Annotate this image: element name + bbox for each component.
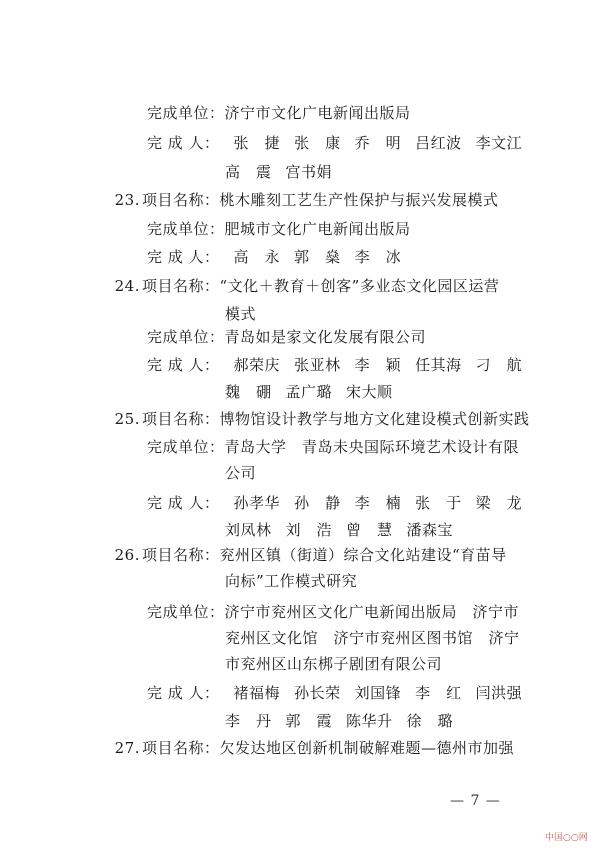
unit-text: 市兖州区山东梆子剧团有限公司 [225,655,443,673]
project-name: 兖州区镇（街道）综合文化站建设“育苗导 [219,546,507,564]
person: 孙长荣 [294,684,341,702]
project-name: 博物馆设计教学与地方文化建设模式创新实践 [219,410,530,428]
person: 孙孝华 [233,494,281,512]
person: 郭 燊 [294,248,341,266]
page-number: — 7 — [450,793,501,809]
project-name-line [110,545,507,565]
project-name: 模式 [225,305,257,323]
person: 乔 明 [354,134,402,152]
person: 刘凤林 [225,521,272,539]
person: 刘国锋 [354,684,402,702]
project-name-line [110,409,530,429]
people-label: 完 成 人： [147,134,220,152]
person: 李 冰 [354,248,402,266]
person: 闫洪强 [475,684,523,702]
person: 潘森宝 [406,521,454,539]
unit-line [147,219,411,239]
unit-text: 兖州区文化馆 济宁市兖州区图书馆 济宁 [225,629,520,647]
person: 曾 慧 [346,521,393,539]
person: 张 捷 [233,134,281,152]
unit-text: 公司 [225,464,257,482]
people-line [147,247,415,267]
people-line [225,382,407,402]
unit-continuation [225,463,256,483]
unit-label: 完成单位： [147,603,225,621]
people-label: 完 成 人： [147,356,220,374]
unit-text: 济宁市文化广电新闻出版局 [224,104,411,122]
name-label: 项目名称： [142,739,220,757]
person: 李 红 [415,684,462,702]
project-name: “文化＋教育＋创客”多业态文化园区运营 [219,277,500,295]
item-number: 26. [114,546,140,564]
unit-line [147,437,519,457]
person: 梁 龙 [475,494,523,512]
project-name-line [110,738,514,758]
people-line [147,133,536,153]
person: 刘 浩 [285,521,333,539]
person: 李文江 [475,134,523,152]
unit-label: 完成单位： [147,104,225,122]
person: 魏 硼 [225,383,272,401]
unit-continuation [225,628,520,648]
people-label: 完 成 人： [147,684,220,702]
person: 褚福梅 [233,684,281,702]
unit-line [147,103,411,123]
item-number: 24. [114,277,140,295]
project-name-continuation [225,571,357,591]
name-label: 项目名称： [142,277,220,295]
unit-label: 完成单位： [147,438,225,456]
person: 任其海 [415,356,462,374]
project-name-line [110,190,499,210]
people-line [225,711,467,731]
project-name: 桃木雕刻工艺生产性保护与振兴发展模式 [219,191,499,209]
people-line [147,355,536,375]
people-label: 完 成 人： [147,248,220,266]
person: 李 丹 [225,712,272,730]
person: 宋大顺 [346,383,393,401]
project-name-continuation [225,304,256,324]
person: 郝荣庆 [233,356,281,374]
people-line [147,493,536,513]
person: 李 颖 [354,356,402,374]
person: 吕红波 [415,134,462,152]
unit-text: 青岛大学 青岛未央国际环境艺术设计有限 [224,438,520,456]
unit-continuation [225,654,442,674]
person: 孟广璐 [285,383,333,401]
unit-text: 青岛如是家文化发展有限公司 [224,328,427,346]
person: 徐 璐 [406,712,454,730]
person: 高 永 [233,248,281,266]
name-label: 项目名称： [142,191,220,209]
people-line [147,683,536,703]
people-line [225,162,346,182]
item-number: 27. [114,739,140,757]
project-name: 向标”工作模式研究 [225,572,358,590]
name-label: 项目名称： [142,546,220,564]
project-name: 欠发达地区创新机制破解难题—德州市加强 [219,739,515,757]
watermark-logo: 中国○○网 [545,833,588,843]
person: 郭 霞 [285,712,333,730]
unit-label: 完成单位： [147,328,225,346]
name-label: 项目名称： [142,410,220,428]
person: 李 楠 [354,494,402,512]
unit-text: 济宁市兖州区文化广电新闻出版局 济宁市 [224,603,520,621]
unit-text: 肥城市文化广电新闻出版局 [224,220,411,238]
person: 张亚林 [294,356,341,374]
person: 陈华升 [346,712,393,730]
person: 张 康 [294,134,341,152]
item-number: 23. [114,191,140,209]
unit-line [147,602,519,622]
project-name-line [110,276,499,296]
person: 孙 静 [294,494,341,512]
item-number: 25. [114,410,140,428]
person: 高 震 [225,163,272,181]
unit-label: 完成单位： [147,220,225,238]
people-line [225,520,467,540]
person: 张 于 [415,494,462,512]
people-label: 完 成 人： [147,494,220,512]
unit-line [147,327,426,347]
person: 刁 航 [475,356,523,374]
person: 宫书娟 [285,163,333,181]
